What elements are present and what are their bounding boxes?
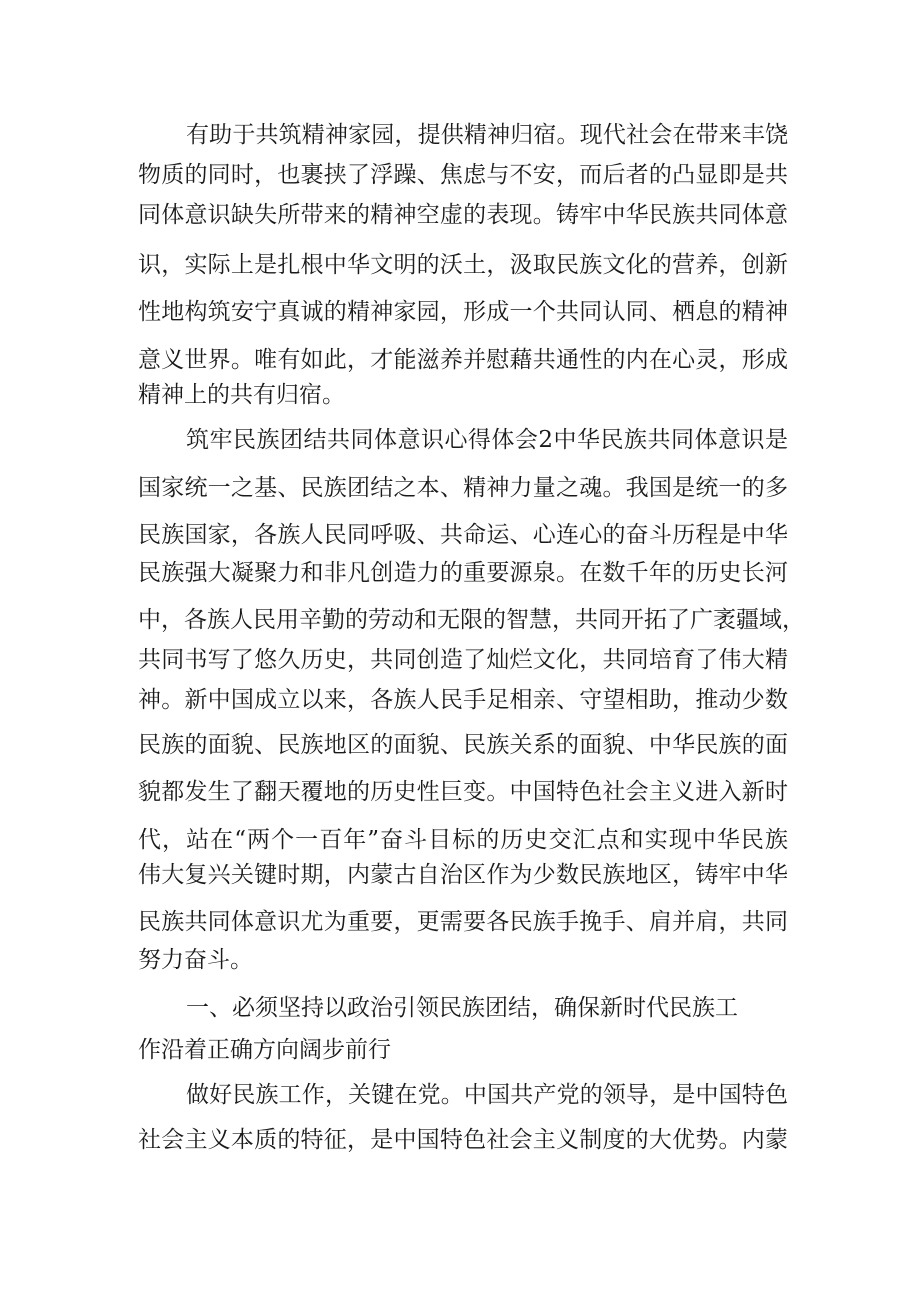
paragraph-line: 性地构筑安宁真诚的精神家园，形成一个共同认同、栖息的精神 (138, 299, 788, 325)
paragraph-line: 貌都发生了翻天覆地的历史性巨变。中国特色社会主义进入新时 (138, 779, 788, 805)
paragraph-line: 国家统一之基、民族团结之本、精神力量之魂。我国是统一的多 (138, 475, 788, 501)
paragraph-line: 神。新中国成立以来，各族人民手足相亲、守望相助，推动少数 (138, 687, 788, 713)
paragraph-line: 同体意识缺失所带来的精神空虚的表现。铸牢中华民族共同体意 (138, 202, 788, 228)
paragraph-line: 中，各族人民用辛勤的劳动和无限的智慧，共同开拓了广袤疆域， (138, 607, 805, 633)
paragraph-line: 民族强大凝聚力和非凡创造力的重要源泉。在数千年的历史长河 (138, 560, 788, 586)
paragraph-line: 物质的同时，也裹挟了浮躁、焦虑与不安，而后者的凸显即是共 (138, 162, 788, 188)
paragraph-line: 精神上的共有归宿。 (138, 382, 345, 408)
paragraph-line: 共同书写了悠久历史，共同创造了灿烂文化，共同培育了伟大精 (138, 647, 788, 673)
paragraph-line: 代，站在“两个一百年”奋斗目标的历史交汇点和实现中华民族 (138, 827, 788, 853)
section-heading-line: 作沿着正确方向阔步前行 (138, 1037, 391, 1063)
paragraph-line: 有助于共筑精神家园，提供精神归宿。现代社会在带来丰饶 (186, 122, 788, 148)
paragraph-line: 民族的面貌、民族地区的面貌、民族关系的面貌、中华民族的面 (138, 732, 788, 758)
paragraph-line: 民族共同体意识尤为重要，更需要各民族手挽手、肩并肩，共同 (138, 909, 788, 935)
paragraph-line: 筑牢民族团结共同体意识心得体会2中华民族共同体意识是 (186, 427, 788, 453)
paragraph-line: 意义世界。唯有如此，才能滋养并慰藉共通性的内在心灵，形成 (138, 347, 788, 373)
paragraph-line: 伟大复兴关键时期，内蒙古自治区作为少数民族地区，铸牢中华 (138, 862, 788, 888)
paragraph-line: 民族国家，各族人民同呼吸、共命运、心连心的奋斗历程是中华 (138, 522, 788, 548)
paragraph-line: 努力奋斗。 (138, 947, 253, 973)
paragraph-line: 做好民族工作，关键在党。中国共产党的领导，是中国特色 (186, 1082, 788, 1108)
section-heading-line: 一、必须坚持以政治引领民族团结，确保新时代民族工 (186, 995, 738, 1021)
paragraph-line: 识，实际上是扎根中华文明的沃土，汲取民族文化的营养，创新 (138, 252, 788, 278)
paragraph-line: 社会主义本质的特征，是中国特色社会主义制度的大优势。内蒙 (138, 1127, 788, 1153)
